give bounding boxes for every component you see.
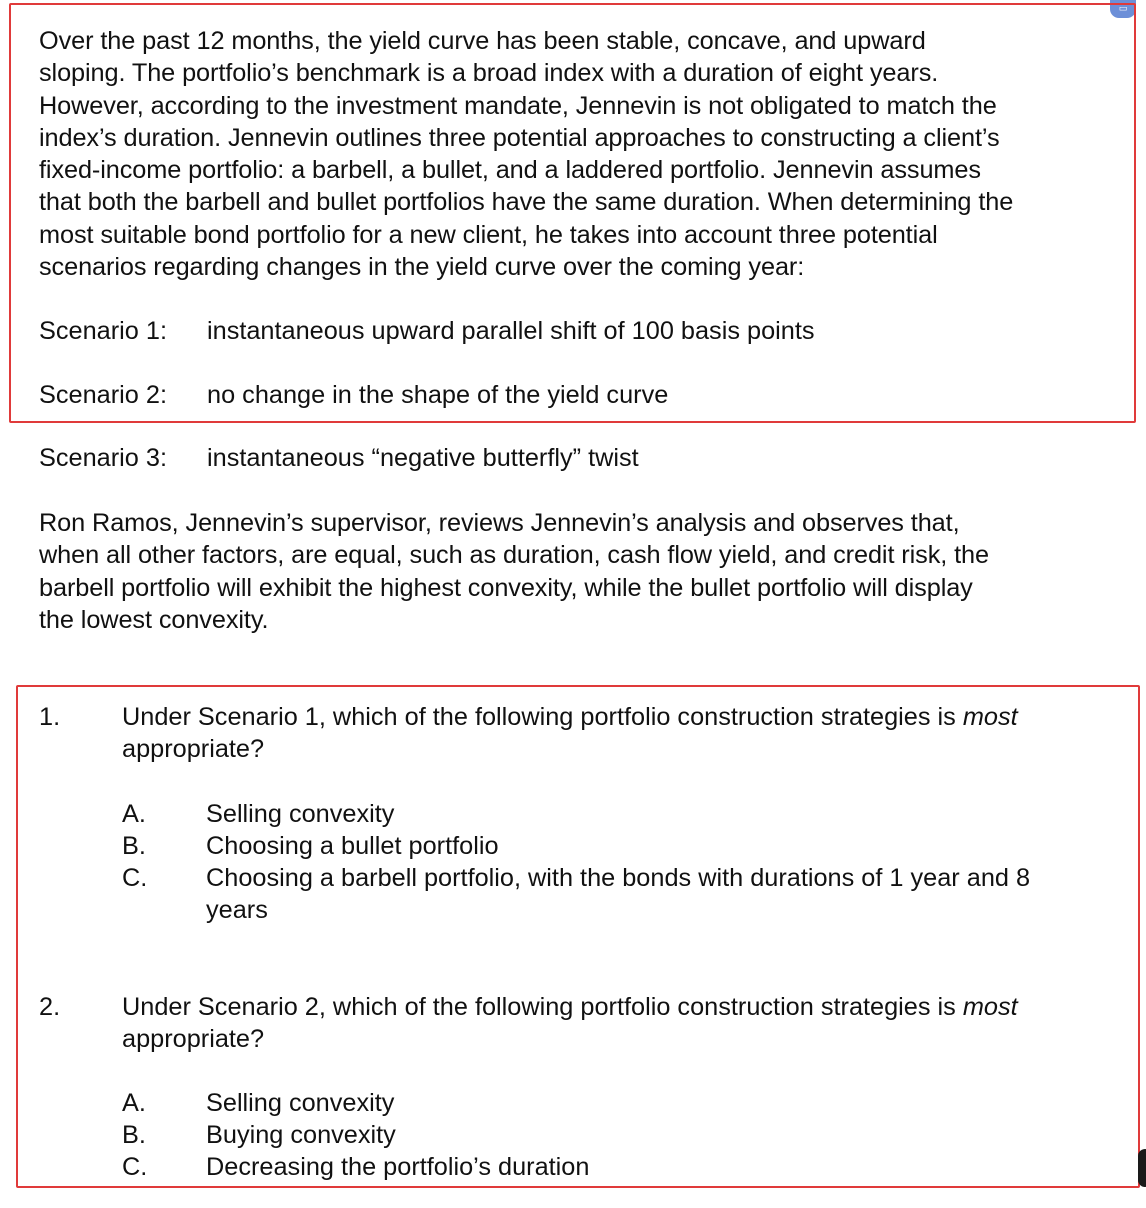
question-1-number: 1. (39, 703, 61, 731)
option-letter: A. (122, 800, 146, 828)
supervisor-line: Ron Ramos, Jennevin’s supervisor, reviews Jennevin’s analysis and observes that, (39, 509, 960, 537)
scenario-text: instantaneous upward parallel shift of 100 basis points (207, 317, 815, 345)
question-2-stem (122, 991, 1018, 1056)
scenario-1 (39, 315, 815, 347)
case-line: index’s duration. Jennevin outlines three potential approaches to constructing a client’s (39, 123, 1000, 152)
question-emphasis: most (962, 993, 1018, 1021)
question-2-number: 2. (39, 993, 61, 1021)
supervisor-line: barbell portfolio will exhibit the highest convexity, while the bullet portfolio will display (39, 573, 973, 602)
option-text: Choosing a barbell portfolio, with the bonds with durations of 1 year and 8 (206, 864, 1031, 892)
case-line: scenarios regarding changes in the yield curve over the coming year: (39, 253, 805, 282)
case-paragraph (39, 25, 1013, 283)
case-line: most suitable bond portfolio for a new client, he takes into account three potential (39, 220, 938, 249)
question-2-option-b[interactable] (122, 1119, 396, 1151)
question-2-option-c[interactable] (122, 1151, 589, 1183)
question-emphasis: most (962, 703, 1018, 731)
question-2-option-a[interactable] (122, 1087, 394, 1119)
question-1-stem (122, 701, 1018, 766)
scenario-text: no change in the shape of the yield curve (207, 381, 669, 409)
scenario-label: Scenario 3: (39, 444, 167, 472)
question-stem-text: Under Scenario 2, which of the following portfolio construction strategies is (122, 993, 963, 1021)
case-line: fixed-income portfolio: a barbell, a bullet, and a laddered portfolio. Jennevin assumes (39, 156, 981, 185)
scenario-label: Scenario 1: (39, 317, 167, 345)
option-letter: C. (122, 864, 148, 892)
case-line: Over the past 12 months, the yield curve has been stable, concave, and upward (39, 27, 926, 55)
question-stem-text: appropriate? (122, 735, 265, 764)
option-text: Choosing a bullet portfolio (206, 832, 499, 860)
option-text: years (206, 896, 268, 924)
supervisor-line: when all other factors, are equal, such as duration, cash flow yield, and credit risk, the (39, 541, 989, 570)
supervisor-paragraph (39, 507, 989, 636)
case-line: that both the barbell and bullet portfolios have the same duration. When determining the (39, 188, 1014, 217)
scenario-3 (39, 442, 639, 474)
option-text: Selling convexity (206, 1089, 395, 1117)
option-letter: B. (122, 1121, 146, 1149)
supervisor-line: the lowest convexity. (39, 605, 269, 634)
option-text: Decreasing the portfolio’s duration (206, 1153, 590, 1181)
scenario-text: instantaneous “negative butterfly” twist (207, 444, 639, 472)
scenario-2 (39, 379, 668, 411)
scroll-handle[interactable] (1138, 1149, 1146, 1187)
question-stem-text: Under Scenario 1, which of the following portfolio construction strategies is (122, 703, 963, 731)
option-text: Buying convexity (206, 1121, 396, 1149)
question-1-option-b[interactable] (122, 830, 499, 862)
question-1-option-c[interactable] (122, 862, 1030, 926)
case-line: However, according to the investment mandate, Jennevin is not obligated to match the (39, 91, 997, 120)
question-1-option-a[interactable] (122, 798, 394, 830)
option-letter: B. (122, 832, 146, 860)
option-letter: A. (122, 1089, 146, 1117)
question-stem-text: appropriate? (122, 1025, 265, 1054)
case-line: sloping. The portfolio’s benchmark is a broad index with a duration of eight years. (39, 59, 939, 88)
option-text: Selling convexity (206, 800, 395, 828)
translate-badge-icon[interactable]: ▭ (1110, 0, 1136, 18)
option-letter: C. (122, 1153, 148, 1181)
scenario-label: Scenario 2: (39, 381, 167, 409)
